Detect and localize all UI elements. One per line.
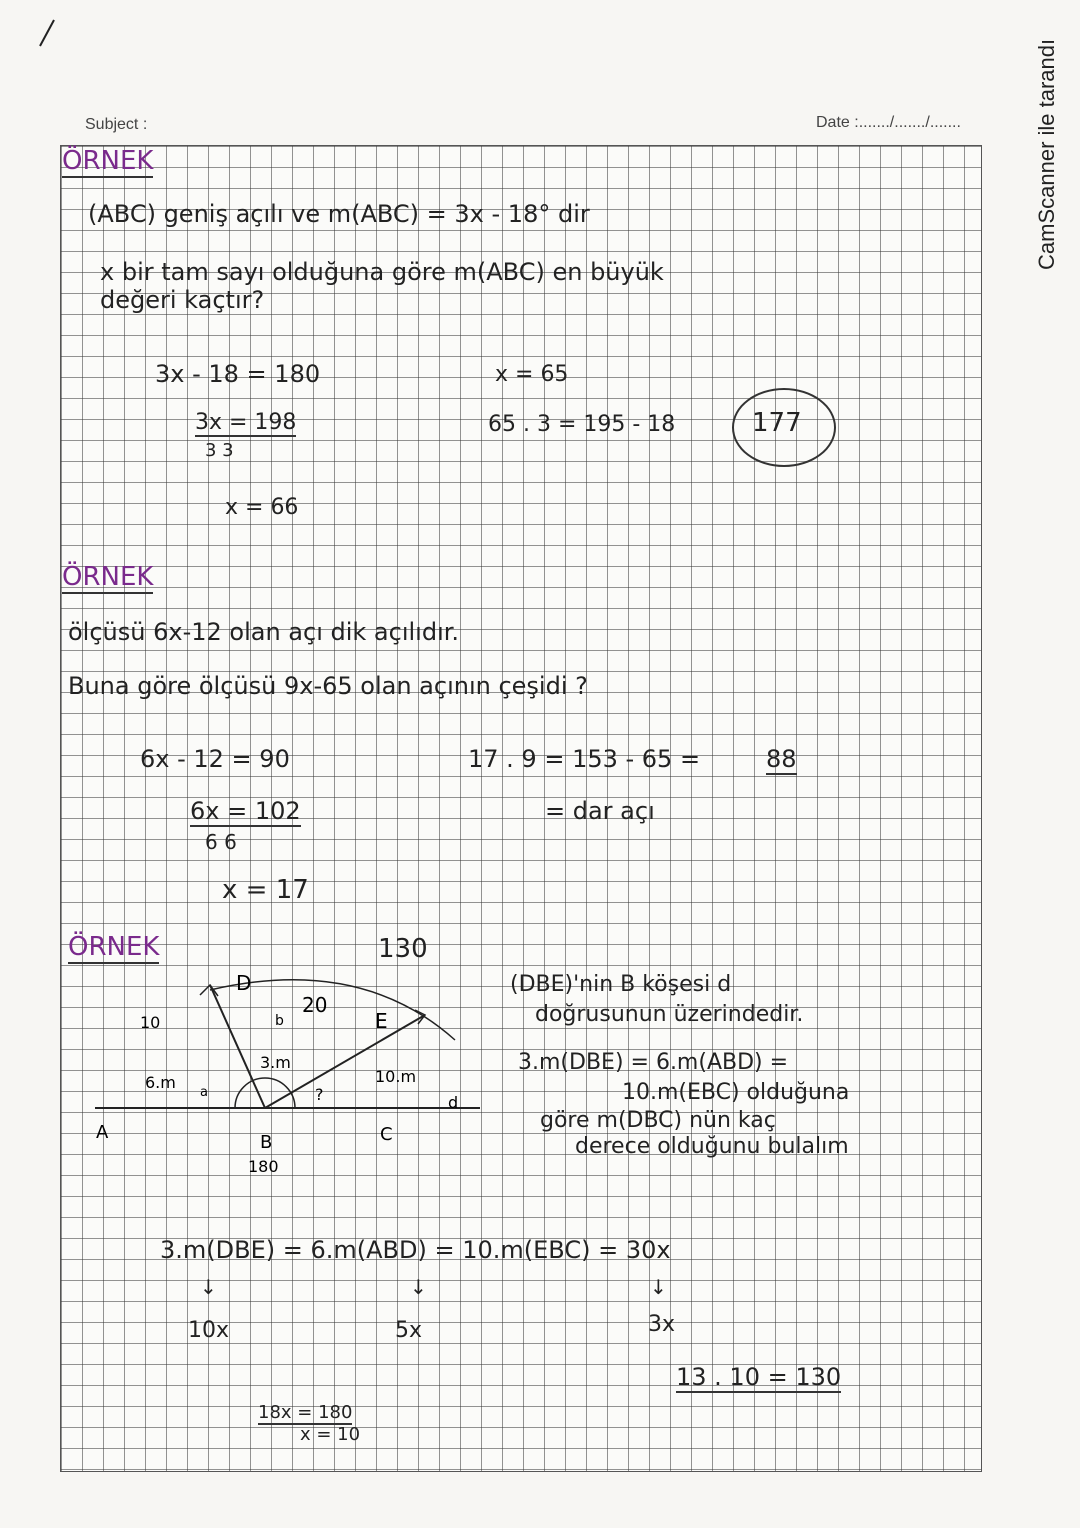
example1-result2: 65 . 3 = 195 - 18 [488,412,676,437]
arrow-3: ↓ [650,1275,667,1299]
arc-180 [235,1078,295,1108]
example3-equation: 3.m(DBE) = 6.m(ABD) = 10.m(EBC) = 30x [160,1236,671,1264]
figure-130: 130 [378,934,428,964]
label-question: ? [315,1085,324,1104]
example2-result1: 17 . 9 = 153 - 65 = [468,745,701,773]
example2-step3: x = 17 [222,875,309,905]
arrow-1: ↓ [200,1275,217,1299]
example3-sum: 18x = 180 [258,1402,353,1423]
label-20: 20 [302,993,328,1017]
arrow-d [200,985,218,996]
label-d: D [236,971,252,995]
example2-step2: 6x = 102 [190,797,301,825]
example2-q1: ölçüsü 6x-12 olan açı dik açılıdır. [68,618,460,646]
label-a-small: a [200,1085,208,1100]
example3-title: ÖRNEK [68,932,160,962]
label-6m: 6.m [145,1073,176,1092]
example2-q2: Buna göre ölçüsü 9x-65 olan açının çeşidi ? [68,672,588,700]
example2-step1: 6x - 12 = 90 [140,745,290,773]
example2-title: ÖRNEK [62,562,154,592]
example1-q2: x bir tam sayı olduğuna göre m(ABC) en büyük [100,258,664,286]
label-b: B [260,1132,273,1153]
example1-q1: (ABC) geniş açılı ve m(ABC) = 3x - 18° dir [88,200,590,228]
example3-q1: (DBE)'nin B köşesi d [510,972,732,997]
example1-step2-denominator: 3 3 [205,440,234,461]
scanner-watermark: CamScanner ile tarandı [1034,38,1059,270]
label-10m: 10.m [375,1067,417,1086]
subject-label: Subject : [85,116,148,133]
angle-figure [60,960,510,1190]
arrow-2: ↓ [410,1275,427,1299]
example1-title: ÖRNEK [62,146,154,176]
example1-step1: 3x - 18 = 180 [155,360,321,388]
ray-bd [210,985,265,1108]
label-3m: 3.m [260,1053,291,1072]
example3-q2: doğrusunun üzerindedir. [535,1002,804,1027]
label-d-line: d [448,1093,459,1112]
example3-result: 13 . 10 = 130 [676,1363,842,1391]
label-b-small: b [275,1013,284,1029]
label-180: 180 [248,1157,279,1176]
example1-answer: 177 [752,408,802,438]
example3-q5: göre m(DBC) nün kaç [540,1108,776,1133]
example1-result1: x = 65 [495,362,569,387]
value-10x: 10x [188,1318,230,1343]
label-a: A [96,1122,109,1143]
date-label: Date :......./......./....... [816,114,961,131]
label-c: C [380,1124,393,1145]
slash-mark [38,18,56,48]
example3-q6: derece olduğunu bulalım [575,1134,849,1159]
example2-answer: 88 [766,745,797,773]
example1-step3: x = 66 [225,495,299,520]
value-3x: 3x [648,1312,676,1337]
label-10: 10 [140,1013,161,1032]
example3-q3: 3.m(DBE) = 6.m(ABD) = [518,1050,789,1075]
example2-result2: = dar açı [545,797,655,825]
label-e: E [375,1009,388,1033]
example1-q3: değeri kaçtır? [100,286,265,314]
value-5x: 5x [395,1318,423,1343]
example3-q4: 10.m(EBC) olduğuna [622,1080,850,1105]
example2-step2-denominator: 6 6 [205,830,237,854]
example1-step2: 3x = 198 [195,410,297,435]
example3-x: x = 10 [300,1424,361,1445]
